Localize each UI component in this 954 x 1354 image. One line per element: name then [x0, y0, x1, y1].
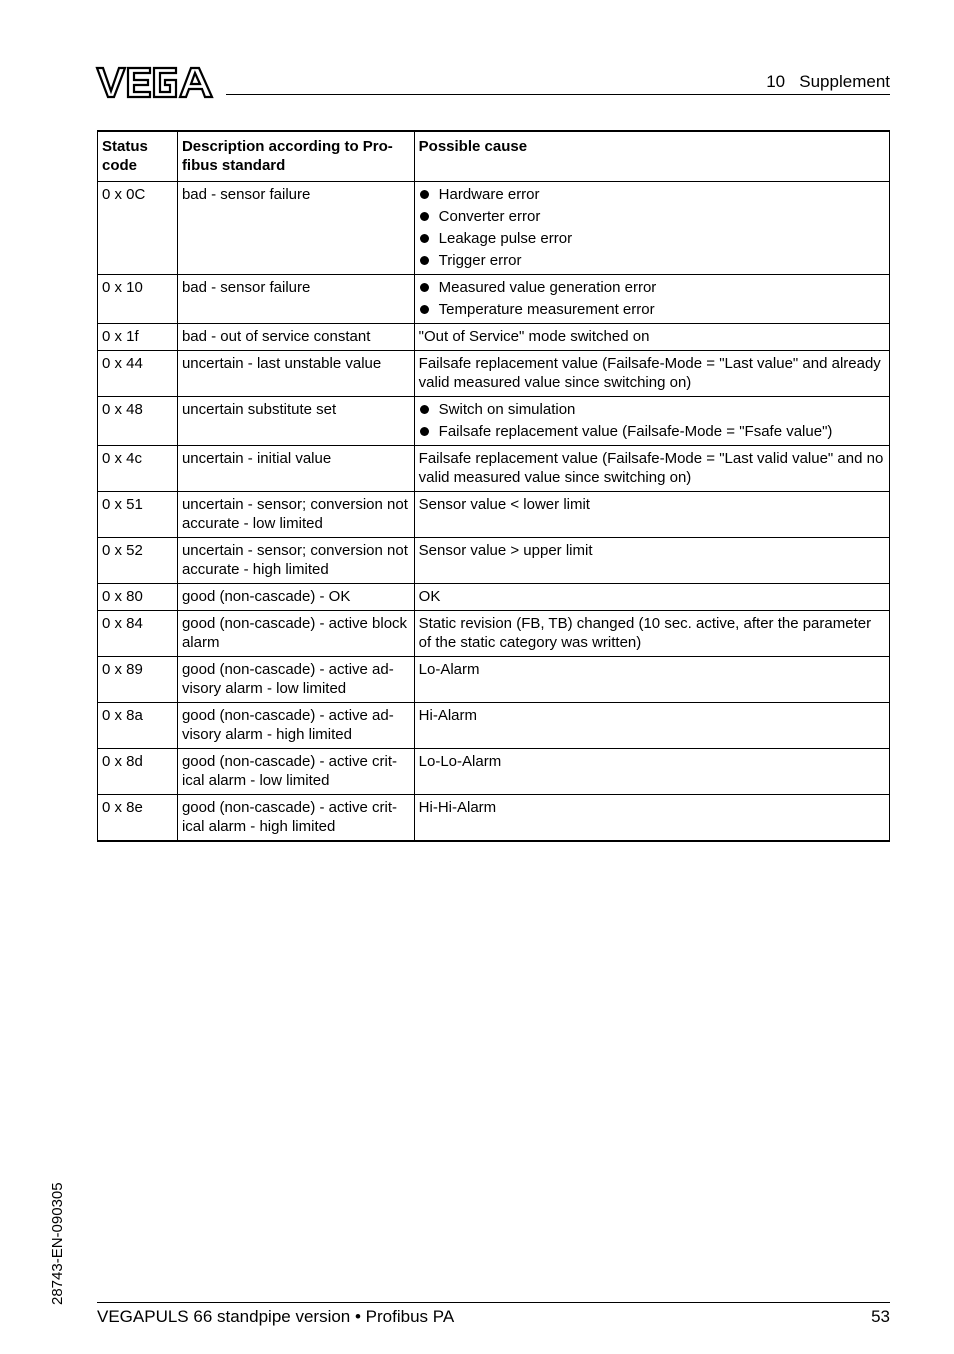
description-cell: uncertain - last unstable value	[177, 351, 414, 397]
cause-list	[419, 400, 885, 441]
description-cell: good (non-cascade) - active crit-ical alarm - high limited	[177, 795, 414, 842]
document-id: 28743-EN-090305	[49, 1182, 66, 1305]
possible-cause-cell	[414, 397, 889, 446]
cause-text: Trigger error	[438, 252, 522, 269]
possible-cause-cell: OK	[414, 584, 889, 611]
description-cell: uncertain - sensor; conversion not accurate - low limited	[177, 492, 414, 538]
bullet-icon	[420, 427, 429, 436]
table-row	[98, 795, 890, 842]
status-code-cell: 0 x 10	[98, 275, 178, 324]
bullet-icon	[420, 405, 429, 414]
status-code-cell: 0 x 8d	[98, 749, 178, 795]
status-code-cell: 0 x 0C	[98, 182, 178, 275]
status-code-cell: 0 x 51	[98, 492, 178, 538]
cause-list-item	[419, 207, 885, 226]
description-cell: good (non-cascade) - active block alarm	[177, 611, 414, 657]
possible-cause-cell	[414, 275, 889, 324]
status-code-cell: 0 x 8a	[98, 703, 178, 749]
header-possible-cause: Possible cause	[414, 131, 889, 182]
footer-rule	[97, 1302, 890, 1303]
description-cell: bad - sensor failure	[177, 275, 414, 324]
cause-text: Temperature measurement error	[438, 301, 655, 318]
bullet-icon	[420, 256, 429, 265]
header-rule	[226, 94, 890, 95]
possible-cause-cell: Sensor value < lower limit	[414, 492, 889, 538]
bullet-icon	[420, 212, 429, 221]
footer-title: VEGAPULS 66 standpipe version • Profibus PA	[97, 1307, 455, 1326]
possible-cause-cell	[414, 182, 889, 275]
header-status-code: Status code	[98, 131, 178, 182]
description-cell: uncertain substitute set	[177, 397, 414, 446]
cause-list-item	[419, 251, 885, 270]
cause-list	[419, 185, 885, 270]
possible-cause-cell: Hi-Hi-Alarm	[414, 795, 889, 842]
table-row	[98, 538, 890, 584]
description-cell: uncertain - initial value	[177, 446, 414, 492]
possible-cause-cell: Hi-Alarm	[414, 703, 889, 749]
cause-list-item	[419, 185, 885, 204]
bullet-icon	[420, 305, 429, 314]
cause-list-item	[419, 300, 885, 319]
table-row	[98, 446, 890, 492]
table-header-row	[98, 131, 890, 182]
possible-cause-cell: Sensor value > upper limit	[414, 538, 889, 584]
table-row	[98, 275, 890, 324]
description-cell: bad - out of service constant	[177, 324, 414, 351]
table-row	[98, 397, 890, 446]
cause-list-item	[419, 422, 885, 441]
status-code-cell: 0 x 84	[98, 611, 178, 657]
table-row	[98, 749, 890, 795]
page-number: 53	[871, 1307, 890, 1326]
status-code-table	[97, 130, 890, 842]
cause-list-item	[419, 400, 885, 419]
table-row	[98, 182, 890, 275]
possible-cause-cell: Lo-Alarm	[414, 657, 889, 703]
table-row	[98, 492, 890, 538]
table-row	[98, 657, 890, 703]
possible-cause-cell: Failsafe replacement value (Failsafe-Mode = "Last valid value" and no valid measured value since switching on)	[414, 446, 889, 492]
table-row	[98, 703, 890, 749]
description-cell: uncertain - sensor; conversion not accurate - high limited	[177, 538, 414, 584]
description-cell: good (non-cascade) - active crit-ical alarm - low limited	[177, 749, 414, 795]
header-description: Description according to Pro-fibus standard	[177, 131, 414, 182]
possible-cause-cell: "Out of Service" mode switched on	[414, 324, 889, 351]
cause-text: Switch on simulation	[438, 401, 576, 418]
status-code-cell: 0 x 52	[98, 538, 178, 584]
cause-text: Hardware error	[438, 186, 540, 203]
cause-list-item	[419, 278, 885, 297]
status-code-cell: 0 x 8e	[98, 795, 178, 842]
cause-text: Measured value generation error	[438, 279, 657, 296]
table-row	[98, 351, 890, 397]
status-code-cell: 0 x 80	[98, 584, 178, 611]
table-row	[98, 611, 890, 657]
description-cell: good (non-cascade) - active ad-visory alarm - low limited	[177, 657, 414, 703]
status-code-cell: 0 x 1f	[98, 324, 178, 351]
bullet-icon	[420, 190, 429, 199]
bullet-icon	[420, 234, 429, 243]
section-title: 10 Supplement	[766, 72, 890, 91]
possible-cause-cell: Static revision (FB, TB) changed (10 sec. active, after the parameter of the static category was written)	[414, 611, 889, 657]
table-row	[98, 324, 890, 351]
status-code-cell: 0 x 48	[98, 397, 178, 446]
bullet-icon	[420, 283, 429, 292]
cause-text: Failsafe replacement value (Failsafe-Mode = "Fsafe value")	[438, 423, 833, 440]
cause-list	[419, 278, 885, 319]
cause-list-item	[419, 229, 885, 248]
description-cell: good (non-cascade) - OK	[177, 584, 414, 611]
status-code-cell: 0 x 89	[98, 657, 178, 703]
table-body	[98, 182, 890, 842]
description-cell: good (non-cascade) - active ad-visory alarm - high limited	[177, 703, 414, 749]
cause-text: Converter error	[438, 208, 541, 225]
table-row	[98, 584, 890, 611]
possible-cause-cell: Lo-Lo-Alarm	[414, 749, 889, 795]
status-code-cell: 0 x 4c	[98, 446, 178, 492]
status-code-cell: 0 x 44	[98, 351, 178, 397]
description-cell: bad - sensor failure	[177, 182, 414, 275]
possible-cause-cell: Failsafe replacement value (Failsafe-Mode = "Last value" and already valid measured value since switching on)	[414, 351, 889, 397]
vega-logo	[95, 64, 215, 100]
cause-text: Leakage pulse error	[438, 230, 573, 247]
